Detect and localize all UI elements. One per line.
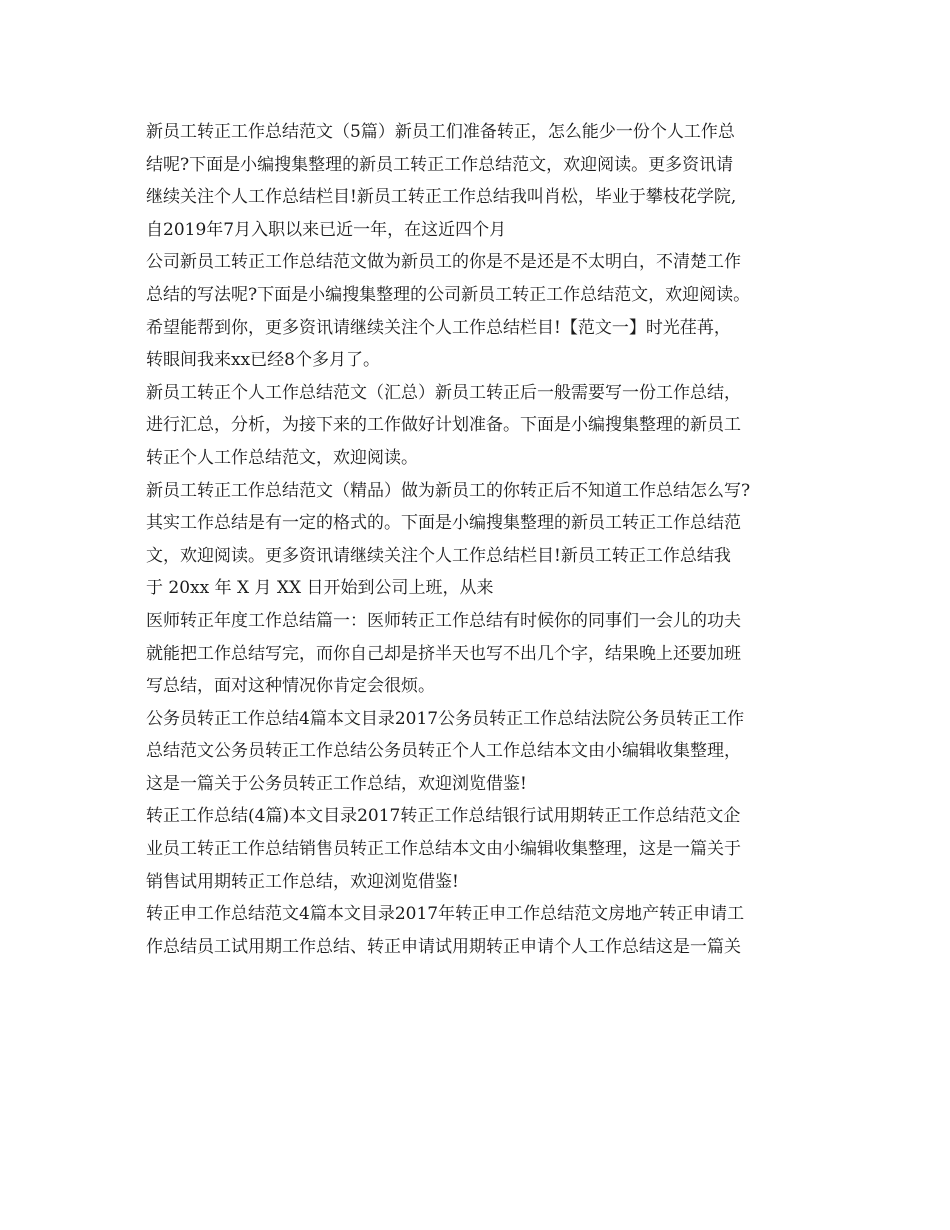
text-line: 销售试用期转正工作总结，欢迎浏览借鉴! bbox=[146, 871, 459, 892]
text-line: 业员工转正工作总结销售员转正工作总结本文由小编辑收集整理，这是一篇关于 bbox=[146, 839, 741, 860]
document-body bbox=[146, 116, 811, 963]
text-line: 总结范文公务员转正工作总结公务员转正个人工作总结本文由小编辑收集整理， bbox=[146, 741, 741, 762]
text-line: 新员工转正工作总结范文（精品）做为新员工的你转正后不知道工作总结怎么写? bbox=[146, 480, 751, 501]
text-line: 其实工作总结是有一定的格式的。下面是小编搜集整理的新员工转正工作总结范 bbox=[146, 513, 741, 534]
text-line: 公司新员工转正工作总结范文做为新员工的你是不是还是不太明白，不清楚工作 bbox=[146, 252, 741, 273]
text-line: 进行汇总，分析，为接下来的工作做好计划准备。下面是小编搜集整理的新员工 bbox=[146, 415, 741, 436]
text-line: 就能把工作总结写完，而你自己却是挤半天也写不出几个字，结果晚上还要加班 bbox=[146, 643, 741, 664]
text-line: 继续关注个人工作总结栏目!新员工转正工作总结我叫肖松，毕业于攀枝花学院, bbox=[146, 187, 737, 208]
text-line: 这是一篇关于公务员转正工作总结，欢迎浏览借鉴! bbox=[146, 773, 527, 794]
text-line: 转眼间我来xx已经8个多月了。 bbox=[146, 350, 380, 371]
text-line: 于 20xx 年 X 月 XX 日开始到公司上班，从来 bbox=[146, 578, 494, 599]
text-line: 总结的写法呢?下面是小编搜集整理的公司新员工转正工作总结范文，欢迎阅读。 bbox=[146, 284, 751, 305]
text-line: 自2019年7月入职以来已近一年，在这近四个月 bbox=[146, 219, 507, 240]
text-line: 转正个人工作总结范文，欢迎阅读。 bbox=[146, 447, 418, 468]
text-line: 转正申工作总结范文4篇本文目录2017年转正申工作总结范文房地产转正申请工 bbox=[146, 904, 745, 925]
text-line: 医师转正年度工作总结篇一：医师转正工作总结有时候你的同事们一会儿的功夫 bbox=[146, 610, 741, 631]
text-line: 新员工转正工作总结范文（5篇）新员工们准备转正，怎么能少一份个人工作总 bbox=[146, 122, 735, 142]
text-line: 写总结，面对这种情况你肯定会很烦。 bbox=[146, 676, 435, 697]
text-line: 希望能帮到你，更多资讯请继续关注个人工作总结栏目!【范文一】时光荏苒， bbox=[146, 317, 731, 338]
text-line: 新员工转正个人工作总结范文（汇总）新员工转正后一般需要写一份工作总结， bbox=[146, 382, 741, 403]
text-line: 文，欢迎阅读。更多资讯请继续关注个人工作总结栏目!新员工转正工作总结我 bbox=[146, 545, 731, 566]
text-line: 结呢?下面是小编搜集整理的新员工转正工作总结范文，欢迎阅读。更多资讯请 bbox=[146, 154, 734, 175]
text-line: 公务员转正工作总结4篇本文目录2017公务员转正工作总结法院公务员转正工作 bbox=[146, 708, 745, 729]
text-line: 转正工作总结(4篇)本文目录2017转正工作总结银行试用期转正工作总结范文企 bbox=[146, 806, 741, 827]
text-line: 作总结员工试用期工作总结、转正申请试用期转正申请个人工作总结这是一篇关 bbox=[146, 936, 741, 957]
